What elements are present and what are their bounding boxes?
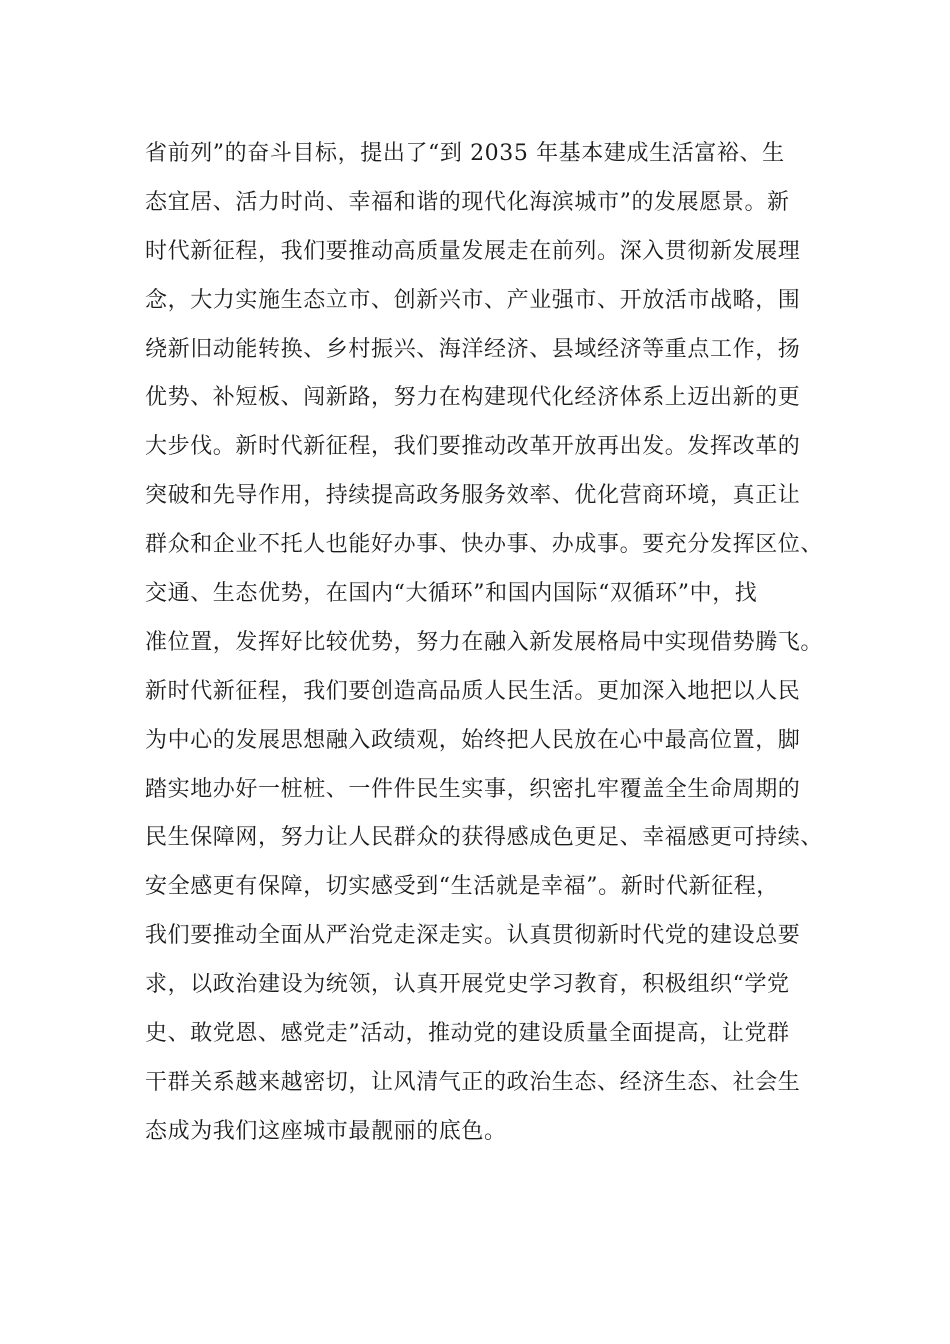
text-line-9: 群众和企业不托人也能好办事、快办事、办成事。要充分发挥区位、 (145, 532, 824, 558)
text-line-1: 省前列”的奋斗目标，提出了“到 2035 年基本建成生活富裕、生 (145, 141, 785, 166)
text-line-16: 安全感更有保障，切实感受到“生活就是幸福”。新时代新征程， (145, 874, 779, 900)
text-line-4: 念，大力实施生态立市、创新兴市、产业强市、开放活市战略，围 (145, 287, 801, 313)
text-line-12: 新时代新征程，我们要创造高品质人民生活。更加深入地把以人民 (145, 678, 801, 704)
text-line-17: 我们要推动全面从严治党走深走实。认真贯彻新时代党的建设总要 (145, 923, 801, 949)
text-line-7: 大步伐。新时代新征程，我们要推动改革开放再出发。发挥改革的 (145, 434, 801, 460)
text-line-6: 优势、补短板、闯新路，努力在构建现代化经济体系上迈出新的更 (145, 385, 801, 411)
text-line-5: 绕新旧动能转换、乡村振兴、海洋经济、县域经济等重点工作，扬 (145, 336, 801, 362)
text-line-21: 态成为我们这座城市最靓丽的底色。 (145, 1118, 507, 1144)
text-line-14: 踏实地办好一桩桩、一件件民生实事，织密扎牢覆盖全生命周期的 (145, 776, 801, 802)
text-line-13: 为中心的发展思想融入政绩观，始终把人民放在心中最高位置，脚 (145, 727, 801, 753)
text-line-20: 干群关系越来越密切，让风清气正的政治生态、经济生态、社会生 (145, 1069, 801, 1095)
text-line-10: 交通、生态优势，在国内“大循环”和国内国际“双循环”中，找 (145, 581, 758, 607)
text-line-18: 求，以政治建设为统领，认真开展党史学习教育，积极组织“学党 (145, 972, 790, 998)
text-line-3: 时代新征程，我们要推动高质量发展走在前列。深入贯彻新发展理 (145, 238, 801, 264)
text-line-8: 突破和先导作用，持续提高政务服务效率、优化营商环境，真正让 (145, 483, 801, 509)
text-line-19: 史、敢党恩、感党走”活动，推动党的建设质量全面提高，让党群 (145, 1021, 790, 1047)
body-text (145, 130, 825, 1157)
text-line-2: 态宜居、活力时尚、幸福和谐的现代化海滨城市”的发展愿景。新 (145, 189, 790, 215)
text-line-15: 民生保障网，努力让人民群众的获得感成色更足、幸福感更可持续、 (145, 825, 824, 851)
text-line-11: 准位置，发挥好比较优势，努力在融入新发展格局中实现借势腾飞。 (145, 629, 824, 655)
